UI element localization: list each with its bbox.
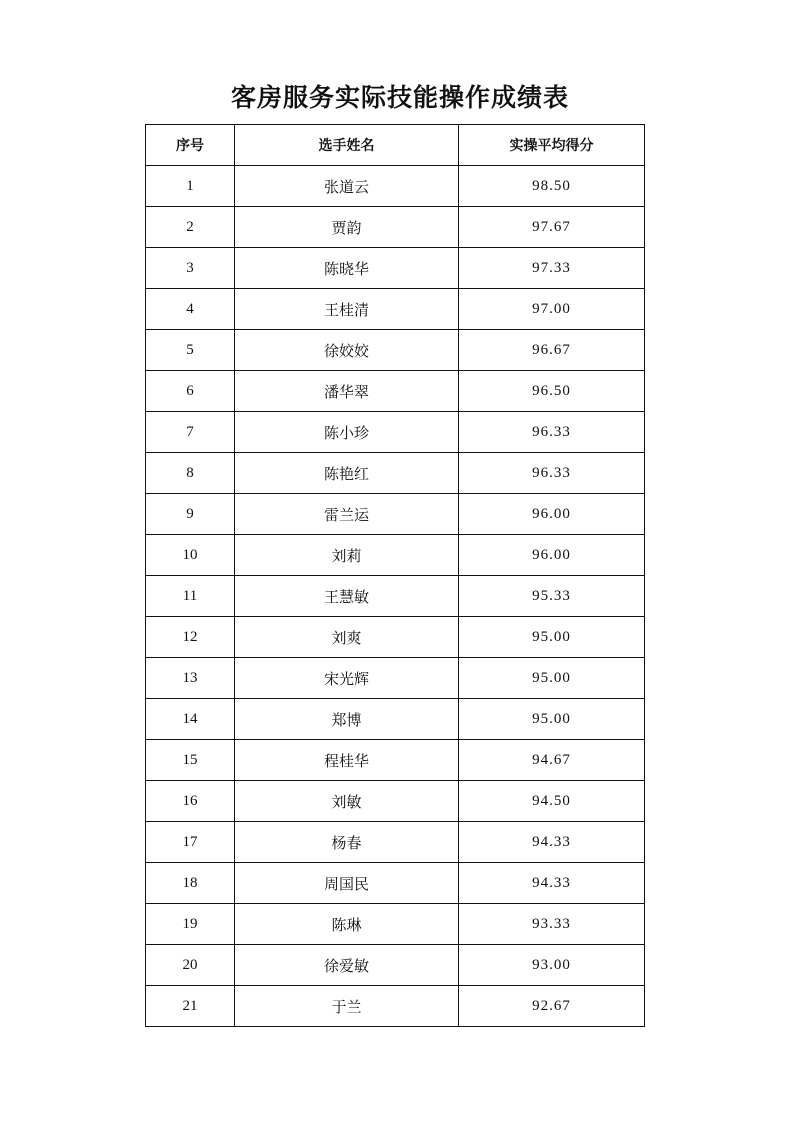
- table-row: [146, 330, 645, 371]
- cell-name: 徐爱敏: [235, 945, 459, 986]
- cell-name: 陈艳红: [235, 453, 459, 494]
- cell-score: 97.67: [459, 207, 645, 248]
- cell-number: 16: [146, 781, 235, 822]
- cell-score: 95.00: [459, 617, 645, 658]
- cell-score: 95.00: [459, 699, 645, 740]
- cell-name: 杨春: [235, 822, 459, 863]
- table-row: [146, 576, 645, 617]
- table-row: [146, 781, 645, 822]
- cell-name: 刘莉: [235, 535, 459, 576]
- table-row: [146, 248, 645, 289]
- cell-score: 94.33: [459, 822, 645, 863]
- table-row: [146, 863, 645, 904]
- table-row: [146, 822, 645, 863]
- cell-score: 96.50: [459, 371, 645, 412]
- cell-name: 陈琳: [235, 904, 459, 945]
- cell-score: 95.33: [459, 576, 645, 617]
- cell-name: 张道云: [235, 166, 459, 207]
- cell-score: 97.33: [459, 248, 645, 289]
- cell-score: 93.00: [459, 945, 645, 986]
- table-row: [146, 740, 645, 781]
- cell-score: 93.33: [459, 904, 645, 945]
- cell-number: 11: [146, 576, 235, 617]
- cell-number: 2: [146, 207, 235, 248]
- table-row: [146, 535, 645, 576]
- cell-name: 潘华翠: [235, 371, 459, 412]
- score-table: [145, 124, 645, 1027]
- cell-number: 8: [146, 453, 235, 494]
- cell-name: 雷兰运: [235, 494, 459, 535]
- cell-number: 5: [146, 330, 235, 371]
- cell-score: 97.00: [459, 289, 645, 330]
- cell-number: 14: [146, 699, 235, 740]
- cell-name: 郑博: [235, 699, 459, 740]
- cell-name: 贾韵: [235, 207, 459, 248]
- cell-name: 宋光辉: [235, 658, 459, 699]
- cell-score: 95.00: [459, 658, 645, 699]
- column-header-name: 选手姓名: [235, 125, 459, 166]
- cell-number: 18: [146, 863, 235, 904]
- cell-score: 96.67: [459, 330, 645, 371]
- cell-number: 1: [146, 166, 235, 207]
- cell-name: 陈晓华: [235, 248, 459, 289]
- cell-score: 94.67: [459, 740, 645, 781]
- table-row: [146, 986, 645, 1027]
- table-row: [146, 207, 645, 248]
- table-row: [146, 289, 645, 330]
- cell-number: 21: [146, 986, 235, 1027]
- cell-name: 王慧敏: [235, 576, 459, 617]
- cell-score: 92.67: [459, 986, 645, 1027]
- table-row: [146, 945, 645, 986]
- table-row: [146, 617, 645, 658]
- cell-number: 7: [146, 412, 235, 453]
- cell-score: 96.00: [459, 494, 645, 535]
- cell-number: 20: [146, 945, 235, 986]
- cell-name: 徐姣姣: [235, 330, 459, 371]
- cell-score: 96.33: [459, 453, 645, 494]
- cell-score: 96.33: [459, 412, 645, 453]
- cell-name: 于兰: [235, 986, 459, 1027]
- page-title: 客房服务实际技能操作成绩表: [230, 83, 569, 112]
- cell-number: 15: [146, 740, 235, 781]
- table-row: [146, 166, 645, 207]
- table-row: [146, 453, 645, 494]
- table-row: [146, 494, 645, 535]
- cell-score: 98.50: [459, 166, 645, 207]
- cell-name: 王桂清: [235, 289, 459, 330]
- table-row: [146, 699, 645, 740]
- cell-name: 程桂华: [235, 740, 459, 781]
- cell-name: 陈小珍: [235, 412, 459, 453]
- table-row: [146, 371, 645, 412]
- cell-number: 13: [146, 658, 235, 699]
- cell-score: 94.33: [459, 863, 645, 904]
- cell-number: 17: [146, 822, 235, 863]
- cell-number: 6: [146, 371, 235, 412]
- column-header-score: 实操平均得分: [459, 125, 645, 166]
- cell-score: 96.00: [459, 535, 645, 576]
- cell-number: 9: [146, 494, 235, 535]
- cell-number: 10: [146, 535, 235, 576]
- cell-number: 4: [146, 289, 235, 330]
- table-body: [146, 166, 645, 1027]
- cell-number: 12: [146, 617, 235, 658]
- cell-name: 刘敏: [235, 781, 459, 822]
- cell-number: 19: [146, 904, 235, 945]
- cell-name: 周国民: [235, 863, 459, 904]
- column-header-number: 序号: [146, 125, 235, 166]
- cell-number: 3: [146, 248, 235, 289]
- table-row: [146, 904, 645, 945]
- cell-name: 刘爽: [235, 617, 459, 658]
- table-row: [146, 412, 645, 453]
- table-header-row: [146, 125, 645, 166]
- cell-score: 94.50: [459, 781, 645, 822]
- table-row: [146, 658, 645, 699]
